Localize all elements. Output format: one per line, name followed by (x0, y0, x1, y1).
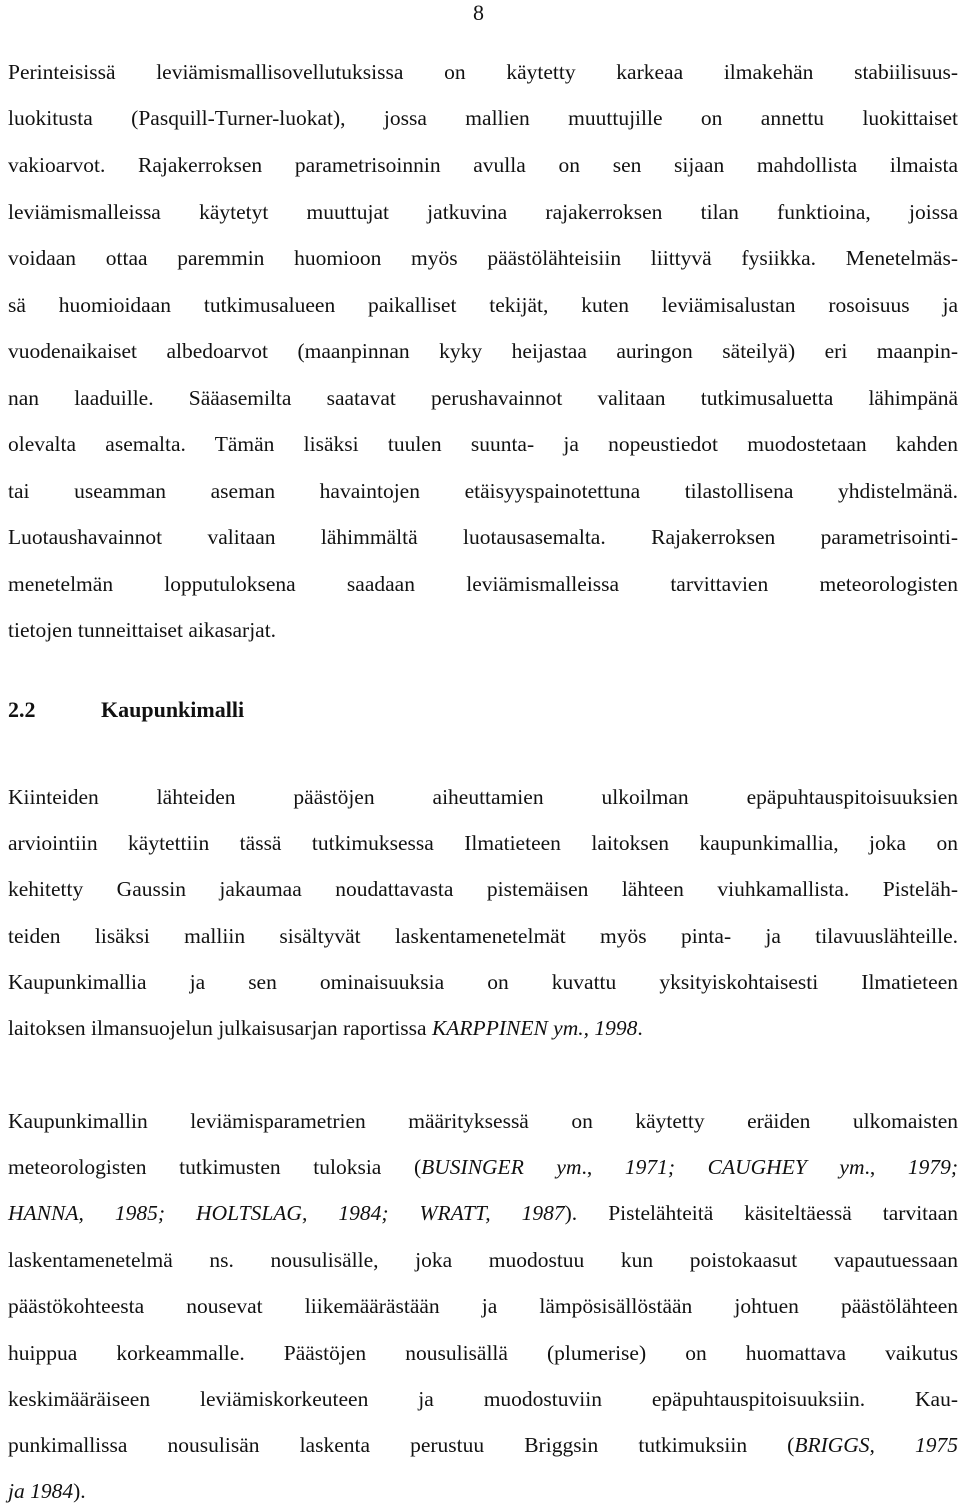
text-line: olevalta asemalta. Tämän lisäksi tuulen suunta- ja nopeustiedot muodostetaan kahden (8, 432, 958, 456)
text-line (8, 1157, 958, 1179)
citation: ja 1984 (8, 1479, 74, 1503)
section-number: 2.2 (8, 697, 36, 722)
page-number: 8 (473, 0, 484, 25)
text-line: Kaupunkimallia ja sen ominaisuuksia on kuvattu yksityiskohtaisesti Ilmatieteen (8, 970, 958, 994)
text-line: vakioarvot. Rajakerroksen parametrisoinnin avulla on sen sijaan mahdollista ilmaista (8, 153, 958, 177)
line-text: punkimallissa nousulisän laskenta perustuu Briggsin tutkimuksiin ( (8, 1433, 795, 1457)
text-line: Luotaushavainnot valitaan lähimmältä luotausasemalta. Rajakerroksen parametrisointi- (8, 525, 958, 549)
text-line: leviämismalleissa käytetyt muuttujat jatkuvina rajakerroksen tilan funktioina, joissa (8, 200, 958, 224)
text-line: huippua korkeammalle. Päästöjen nousulisällä (plumerise) on huomattava vaikutus (8, 1341, 958, 1365)
text-line (8, 1481, 958, 1503)
text-line: kehitetty Gaussin jakaumaa noudattavasta pistemäisen lähteen viuhkamallista. Pisteläh- (8, 877, 958, 901)
text-line: voidaan ottaa paremmin huomioon myös päästölähteisiin liittyvä fysiikka. Menetelmäs- (8, 246, 958, 270)
line-text: . (637, 1016, 643, 1040)
line-text: ., (581, 1155, 625, 1179)
text-line: Perinteisissä leviämismallisovellutuksissa on käytetty karkeaa ilmakehän stabiilisuus- (8, 60, 958, 84)
text-line: päästökohteesta nousevat liikemäärästään ja lämpösisällöstään johtuen päästölähteen (8, 1294, 958, 1318)
text-line: Kaupunkimallin leviämisparametrien määrityksessä on käytetty eräiden ulkomaisten (8, 1109, 958, 1133)
text-line: menetelmän lopputuloksena saadaan leviämismalleissa tarvittavien meteorologisten (8, 572, 958, 596)
citation: BUSINGER ym (421, 1155, 582, 1179)
citation: 1979; (907, 1155, 958, 1179)
text-line: laskentamenetelmä ns. nousulisälle, joka muodostuu kun poistokaasut vapautuessaan (8, 1248, 958, 1272)
section-title: Kaupunkimalli (101, 697, 245, 722)
text-line (8, 1018, 958, 1040)
text-line: tai useamman aseman havaintojen etäisyyspainotettuna tilastollisena yhdistelmänä. (8, 479, 958, 503)
text-line: Kiinteiden lähteiden päästöjen aiheuttamien ulkoilman epäpuhtauspitoisuuksien (8, 785, 958, 809)
text-line: nan laaduille. Sääasemilta saatavat perushavainnot valitaan tutkimusaluetta lähimpänä (8, 386, 958, 410)
text-line: sä huomioidaan tutkimusalueen paikalliset tekijät, kuten leviämisalustan rosoisuus ja (8, 293, 958, 317)
line-text: ). (73, 1479, 86, 1503)
line-text: ). Pistelähteitä käsiteltäessä tarvitaan (564, 1201, 958, 1225)
text-line: luokitusta (Pasquill-Turner-luokat), jossa mallien muuttujille on annettu luokittaiset (8, 106, 958, 130)
citation: BRIGGS, 1975 (794, 1433, 958, 1457)
text-line: arviointiin käytettiin tässä tutkimuksessa Ilmatieteen laitoksen kaupunkimallia, joka on (8, 831, 958, 855)
citation: 1971; CAUGHEY ym (624, 1155, 865, 1179)
line-text: meteorologisten tutkimusten tuloksia ( (8, 1155, 422, 1179)
citation: KARPPINEN ym., 1998 (431, 1016, 638, 1040)
text-line (8, 1203, 958, 1225)
text-line: vuodenaikaiset albedoarvot (maanpinnan kyky heijastaa auringon säteilyä) eri maanpin- (8, 339, 958, 363)
text-line: keskimääräiseen leviämiskorkeuteen ja muodostuviin epäpuhtauspitoisuuksiin. Kau- (8, 1387, 958, 1411)
text-line (8, 1435, 958, 1457)
text-line: teiden lisäksi malliin sisältyvät laskentamenetelmät myös pinta- ja tilavuuslähteille. (8, 924, 958, 948)
text-line: tietojen tunneittaiset aikasarjat. (8, 618, 277, 642)
line-text: ., (864, 1155, 908, 1179)
section-heading (8, 697, 244, 723)
citation: HANNA, 1985; HOLTSLAG, 1984; WRATT, 1987 (8, 1201, 565, 1225)
line-text: laitoksen ilmansuojelun julkaisusarjan raportissa (8, 1016, 432, 1040)
